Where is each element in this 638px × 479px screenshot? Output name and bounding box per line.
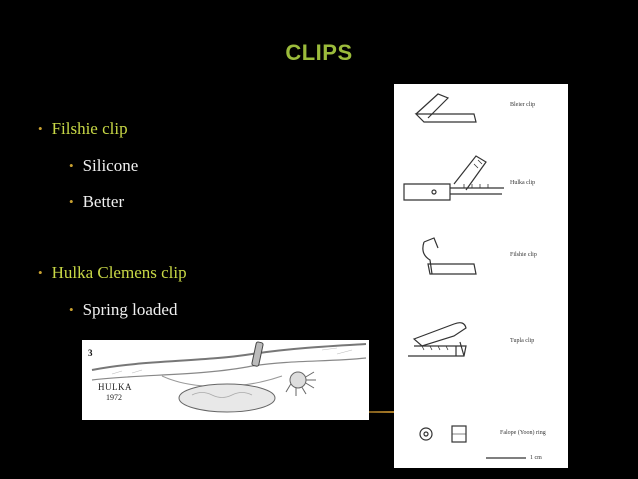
- bullet-text: Hulka Clemens clip: [51, 263, 187, 282]
- caption-bleier-clip: Bleier clip: [510, 102, 536, 108]
- figure-label-name: HULKA: [98, 382, 132, 392]
- sub-bullet-spring-loaded: [69, 300, 177, 320]
- hulka-clip-illustration: [82, 340, 369, 420]
- slide-title: CLIPS: [285, 40, 353, 65]
- bullet-icon: •: [69, 194, 74, 209]
- bullet-text: Spring loaded: [82, 300, 178, 319]
- uterine-tube-drawing: [82, 340, 369, 420]
- bullet-text: Better: [82, 192, 125, 211]
- clips-drawings: [394, 84, 568, 468]
- bullet-icon: •: [38, 121, 43, 136]
- figure-label-year: 1972: [106, 393, 122, 402]
- figure-number: 3: [88, 348, 93, 358]
- bullet-text: Filshie clip: [51, 119, 128, 138]
- bullet-icon: •: [38, 265, 43, 280]
- caption-falope-ring: Falope (Yoon) ring: [500, 430, 546, 436]
- caption-hulka-clip: Hulka clip: [510, 180, 536, 186]
- bullet-icon: •: [69, 158, 74, 173]
- bullet-icon: •: [69, 302, 74, 317]
- bullet-text: Silicone: [82, 156, 139, 175]
- scale-label: 1 cm: [530, 455, 542, 461]
- clips-reference-figure: [394, 84, 568, 468]
- sub-bullet-better: [69, 192, 124, 212]
- bullet-item-filshie: [38, 119, 128, 139]
- caption-filshie-clip: Filshie clip: [510, 252, 537, 258]
- caption-tupla-clip: Tupla clip: [510, 338, 535, 344]
- bullet-item-hulka: [38, 263, 187, 283]
- sub-bullet-silicone: [69, 156, 138, 176]
